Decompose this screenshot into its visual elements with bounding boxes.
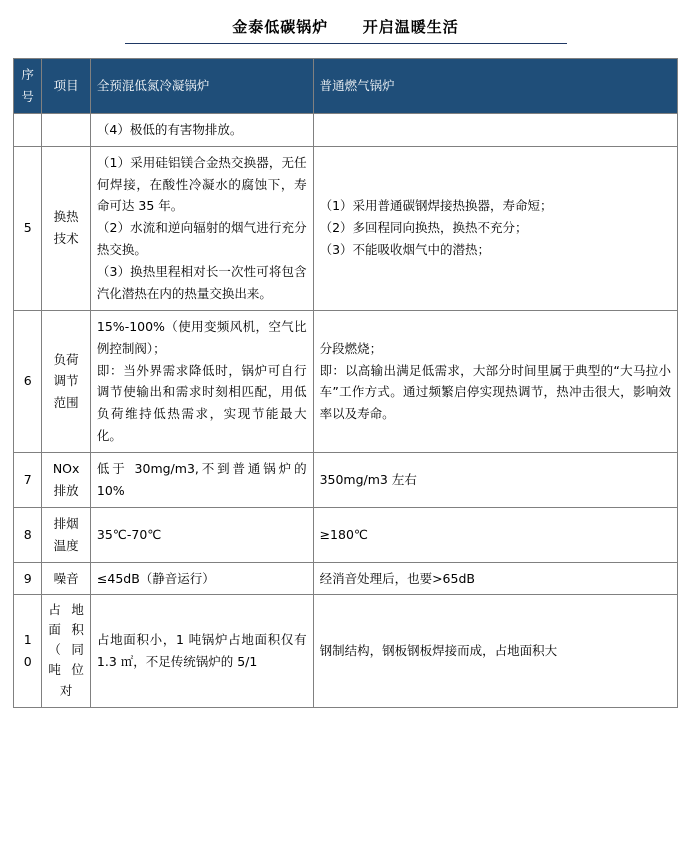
row-item-line: 对 — [59, 683, 73, 699]
row-col-b-para: 即：以高输出满足低需求，大部分时间里属于典型的“大马拉小车”工作方式。通过频繁启停实现热调节，热冲击很大，影响效率以及寿命。 — [319, 362, 671, 422]
header-no-line2: 号 — [21, 88, 34, 104]
row-col-a-para: （1）采用硅铝镁合金热交换器，无任何焊接，在酸性冷凝水的腐蚀下，寿命可达 35 年。 — [96, 154, 307, 214]
row-no: 9 — [14, 562, 42, 595]
row-col-b-para: （2）多回程同向换热，换热不充分； — [319, 220, 528, 236]
table-row — [14, 595, 678, 708]
row-col-a — [90, 113, 313, 146]
table-header — [14, 59, 678, 114]
page-title-left: 金泰低碳锅炉 — [232, 18, 329, 36]
table-row — [14, 310, 678, 452]
row-no: 7 — [14, 453, 42, 508]
row-col-b-para: 分段燃烧； — [319, 340, 383, 356]
header-cell-no — [14, 59, 42, 114]
row-col-b — [313, 507, 677, 562]
header-no-line1: 序 — [21, 67, 34, 82]
row-item-line: NOx — [52, 461, 80, 476]
row-item-line: 负荷 — [53, 351, 79, 367]
row-item — [42, 146, 91, 310]
row-col-a-para: （2）水流和逆向辐射的烟气进行充分热交换。 — [96, 220, 307, 258]
row-col-a — [90, 146, 313, 310]
table-row — [14, 507, 678, 562]
row-item-line: 噪音 — [53, 570, 79, 586]
row-col-a — [90, 453, 313, 508]
row-col-b-para: （1）采用普通碳钢焊接热换器，寿命短； — [319, 198, 553, 214]
row-no: 6 — [14, 310, 42, 452]
row-item — [42, 595, 91, 708]
row-item-line: （ 同 — [48, 642, 84, 658]
row-no — [14, 113, 42, 146]
page-title-inner — [125, 16, 567, 44]
row-col-a-para: 占地面积小，1 吨锅炉占地面积仅有 1.3 ㎡，不足传统锅炉的 5/1 — [96, 632, 307, 670]
row-col-b — [313, 310, 677, 452]
row-no-line: 0 — [23, 654, 32, 670]
table-row — [14, 113, 678, 146]
row-item-line: 占 地 — [48, 602, 84, 618]
row-col-b — [313, 595, 677, 708]
row-item-line: 调节 — [53, 373, 79, 389]
comparison-table — [13, 58, 678, 708]
table-row — [14, 562, 678, 595]
row-col-a — [90, 507, 313, 562]
table-body — [14, 113, 678, 708]
row-col-a-para: 低于 30mg/m3,不到普通锅炉的 10% — [96, 461, 307, 498]
header-cell-col-a: 全预混低氮冷凝锅炉 — [90, 59, 313, 114]
row-col-b-para: ≥180℃ — [319, 526, 368, 542]
row-item-line: 换热 — [53, 209, 79, 225]
row-item — [42, 113, 91, 146]
row-col-a — [90, 562, 313, 595]
row-no: 5 — [14, 146, 42, 310]
row-item-line: 温度 — [53, 537, 79, 553]
row-item-line: 排放 — [53, 482, 79, 498]
table-row — [14, 146, 678, 310]
header-cell-col-b: 普通燃气锅炉 — [313, 59, 677, 114]
row-col-a-para: 35℃-70℃ — [96, 526, 162, 542]
row-col-a-para: （3）换热里程相对长一次性可将包含汽化潜热在内的热量交换出来。 — [96, 264, 307, 301]
row-item — [42, 310, 91, 452]
header-cell-item: 项目 — [42, 59, 91, 114]
row-col-b-para: 钢制结构，钢板钢板焊接而成，占地面积大 — [319, 643, 558, 659]
row-col-a-para: 即：当外界需求降低时，锅炉可自行调节使输出和需求时刻相匹配，用低负荷维持低热需求，实现节能最大化。 — [96, 362, 307, 444]
page-title — [0, 0, 691, 50]
row-col-b — [313, 453, 677, 508]
row-col-b — [313, 562, 677, 595]
row-col-a-para: ≤45dB（静音运行） — [96, 570, 215, 586]
row-col-a-para: 15%-100%（使用变频风机，空气比例控制阀）； — [96, 318, 307, 356]
row-no — [14, 595, 42, 708]
row-item — [42, 562, 91, 595]
row-item-line: 技术 — [53, 231, 79, 247]
row-item — [42, 507, 91, 562]
row-col-b-para: 350mg/m3 左右 — [319, 471, 417, 487]
row-no: 8 — [14, 507, 42, 562]
row-item — [42, 453, 91, 508]
table-row — [14, 453, 678, 508]
row-item-line: 范围 — [53, 395, 79, 411]
page-title-right: 开启温暖生活 — [362, 18, 459, 36]
row-item-line: 排烟 — [53, 515, 79, 531]
row-col-b-para: 经消音处理后，也要>65dB — [319, 570, 475, 586]
row-col-a-para: （4）极低的有害物排放。 — [96, 121, 243, 137]
row-col-a — [90, 595, 313, 708]
row-item-line: 面 积 — [48, 622, 84, 638]
row-col-b — [313, 113, 677, 146]
table-header-row — [14, 59, 678, 114]
row-col-a — [90, 310, 313, 452]
row-col-b — [313, 146, 677, 310]
row-col-b-para: （3）不能吸收烟气中的潜热； — [319, 242, 491, 258]
row-no-line: 1 — [23, 632, 32, 648]
row-item-line: 吨 位 — [48, 662, 84, 678]
